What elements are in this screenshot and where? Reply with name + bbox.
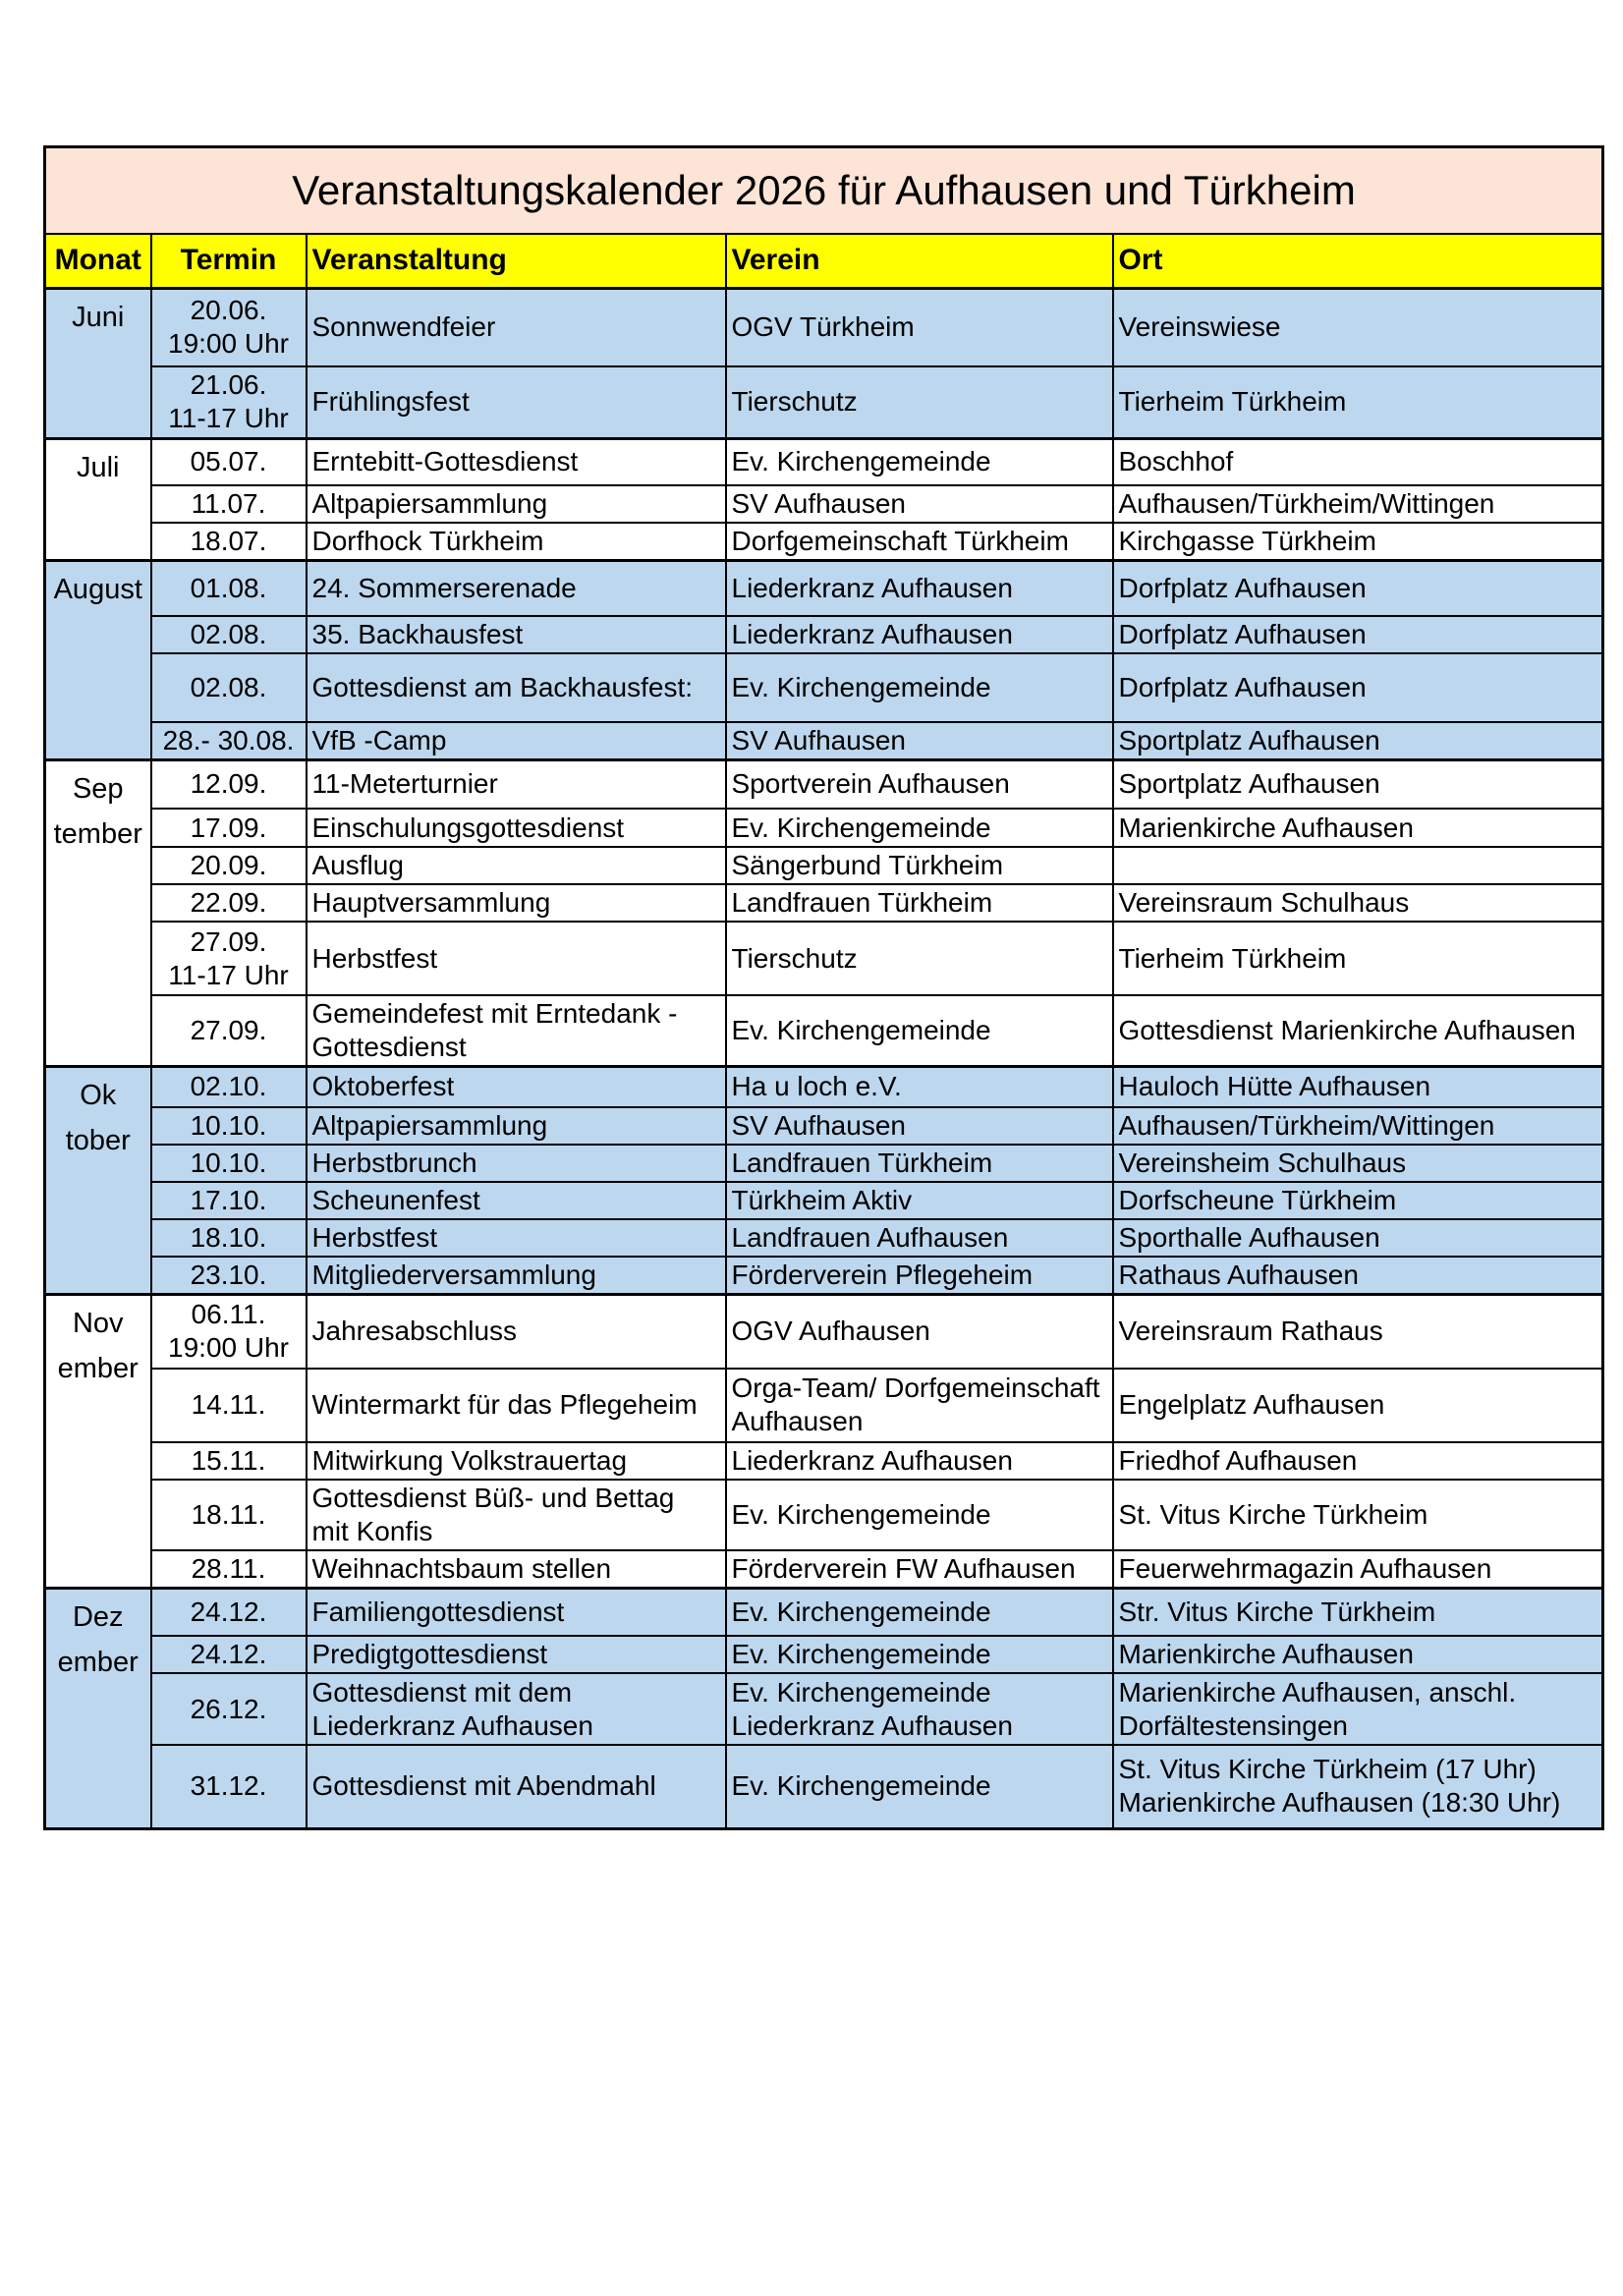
table-row	[45, 1369, 1603, 1442]
verein-cell: Dorfgemeinschaft Türkheim	[726, 523, 1113, 561]
termin-cell: 15.11.	[151, 1442, 307, 1480]
termin-cell: 02.10.	[151, 1067, 307, 1107]
table-row	[45, 1219, 1603, 1257]
verein-cell: OGV Türkheim	[726, 288, 1113, 366]
column-header-ort: Ort	[1113, 234, 1603, 288]
termin-cell: 11.07.	[151, 485, 307, 523]
month-cell: Nov ember	[45, 1295, 151, 1589]
event-cell: Hauptversammlung	[307, 884, 726, 922]
table-row	[45, 616, 1603, 653]
ort-cell: Sporthalle Aufhausen	[1113, 1219, 1603, 1257]
event-cell: VfB -Camp	[307, 722, 726, 760]
verein-cell: Förderverein Pflegeheim	[726, 1257, 1113, 1295]
verein-cell: Ev. Kirchengemeinde	[726, 1636, 1113, 1673]
ort-cell: Aufhausen/Türkheim/Wittingen	[1113, 1107, 1603, 1145]
ort-cell: Sportplatz Aufhausen	[1113, 722, 1603, 760]
termin-cell: 12.09.	[151, 759, 307, 809]
termin-cell: 17.09.	[151, 809, 307, 847]
ort-cell: Vereinsheim Schulhaus	[1113, 1145, 1603, 1182]
event-cell: Gottesdienst Büß- und Bettag mit Konfis	[307, 1480, 726, 1550]
verein-cell: Landfrauen Türkheim	[726, 1145, 1113, 1182]
table-row	[45, 809, 1603, 847]
month-cell: Juni	[45, 288, 151, 438]
table-row	[45, 1673, 1603, 1745]
event-cell: Altpapiersammlung	[307, 1107, 726, 1145]
event-cell: Herbstbrunch	[307, 1145, 726, 1182]
termin-cell: 18.10.	[151, 1219, 307, 1257]
ort-cell: Tierheim Türkheim	[1113, 922, 1603, 995]
column-header-row	[45, 234, 1603, 288]
month-cell: Ok tober	[45, 1067, 151, 1295]
event-cell: Mitgliederversammlung	[307, 1257, 726, 1295]
verein-cell: OGV Aufhausen	[726, 1295, 1113, 1369]
ort-cell: Sportplatz Aufhausen	[1113, 759, 1603, 809]
verein-cell: SV Aufhausen	[726, 485, 1113, 523]
termin-cell: 02.08.	[151, 653, 307, 722]
event-cell: Ausflug	[307, 847, 726, 884]
month-cell: August	[45, 561, 151, 760]
verein-cell: Liederkranz Aufhausen	[726, 561, 1113, 616]
event-cell: Gemeindefest mit Erntedank - Gottesdienst	[307, 995, 726, 1067]
event-cell: Erntebitt-Gottesdienst	[307, 438, 726, 485]
event-cell: Weihnachtsbaum stellen	[307, 1550, 726, 1589]
table-row	[45, 995, 1603, 1067]
event-cell: Sonnwendfeier	[307, 288, 726, 366]
table-row	[45, 1588, 1603, 1636]
termin-cell: 22.09.	[151, 884, 307, 922]
termin-cell: 02.08.	[151, 616, 307, 653]
ort-cell: Marienkirche Aufhausen, anschl. Dorfältestensingen	[1113, 1673, 1603, 1745]
verein-cell: Orga-Team/ Dorfgemeinschaft Aufhausen	[726, 1369, 1113, 1442]
table-row	[45, 653, 1603, 722]
termin-cell: 21.06. 11-17 Uhr	[151, 366, 307, 438]
table-row	[45, 1442, 1603, 1480]
termin-cell: 05.07.	[151, 438, 307, 485]
verein-cell: Liederkranz Aufhausen	[726, 1442, 1113, 1480]
ort-cell: Dorfplatz Aufhausen	[1113, 561, 1603, 616]
ort-cell: Feuerwehrmagazin Aufhausen	[1113, 1550, 1603, 1589]
ort-cell	[1113, 847, 1603, 884]
event-cell: Herbstfest	[307, 1219, 726, 1257]
ort-cell: Dorfplatz Aufhausen	[1113, 653, 1603, 722]
ort-cell: Marienkirche Aufhausen	[1113, 1636, 1603, 1673]
verein-cell: Ev. Kirchengemeinde	[726, 809, 1113, 847]
table-row	[45, 1745, 1603, 1828]
table-row	[45, 523, 1603, 561]
ort-cell: Dorfscheune Türkheim	[1113, 1182, 1603, 1219]
verein-cell: SV Aufhausen	[726, 1107, 1113, 1145]
termin-cell: 27.09.	[151, 995, 307, 1067]
verein-cell: Ev. Kirchengemeinde Liederkranz Aufhausen	[726, 1673, 1113, 1745]
termin-cell: 24.12.	[151, 1588, 307, 1636]
verein-cell: Tierschutz	[726, 366, 1113, 438]
verein-cell: Ev. Kirchengemeinde	[726, 438, 1113, 485]
termin-cell: 18.11.	[151, 1480, 307, 1550]
termin-cell: 17.10.	[151, 1182, 307, 1219]
termin-cell: 20.06. 19:00 Uhr	[151, 288, 307, 366]
table-row	[45, 922, 1603, 995]
verein-cell: Ev. Kirchengemeinde	[726, 1588, 1113, 1636]
event-cell: Gottesdienst mit dem Liederkranz Aufhausen	[307, 1673, 726, 1745]
termin-cell: 14.11.	[151, 1369, 307, 1442]
verein-cell: Ev. Kirchengemeinde	[726, 653, 1113, 722]
month-cell: Juli	[45, 438, 151, 561]
page-title: Veranstaltungskalender 2026 für Aufhausen und Türkheim	[45, 147, 1603, 235]
event-cell: Jahresabschluss	[307, 1295, 726, 1369]
termin-cell: 31.12.	[151, 1745, 307, 1828]
event-cell: Gottesdienst am Backhausfest:	[307, 653, 726, 722]
table-row	[45, 1145, 1603, 1182]
table-row	[45, 884, 1603, 922]
verein-cell: Landfrauen Türkheim	[726, 884, 1113, 922]
event-cell: Scheunenfest	[307, 1182, 726, 1219]
ort-cell: Vereinswiese	[1113, 288, 1603, 366]
event-cell: Wintermarkt für das Pflegeheim	[307, 1369, 726, 1442]
termin-cell: 28.11.	[151, 1550, 307, 1589]
table-row	[45, 288, 1603, 366]
verein-cell: Sängerbund Türkheim	[726, 847, 1113, 884]
table-row	[45, 485, 1603, 523]
termin-cell: 10.10.	[151, 1145, 307, 1182]
table-row	[45, 1257, 1603, 1295]
column-header-termin: Termin	[151, 234, 307, 288]
table-row	[45, 1295, 1603, 1369]
month-cell: Dez ember	[45, 1588, 151, 1828]
table-row	[45, 722, 1603, 760]
event-cell: Einschulungsgottesdienst	[307, 809, 726, 847]
table-row	[45, 847, 1603, 884]
column-header-monat: Monat	[45, 234, 151, 288]
event-calendar-table	[43, 145, 1604, 1830]
event-cell: 11-Meterturnier	[307, 759, 726, 809]
event-cell: Oktoberfest	[307, 1067, 726, 1107]
title-row	[45, 147, 1603, 235]
calendar-table-body	[45, 288, 1603, 1828]
termin-cell: 27.09. 11-17 Uhr	[151, 922, 307, 995]
ort-cell: Vereinsraum Rathaus	[1113, 1295, 1603, 1369]
ort-cell: Boschhof	[1113, 438, 1603, 485]
table-row	[45, 1480, 1603, 1550]
event-cell: 35. Backhausfest	[307, 616, 726, 653]
ort-cell: Gottesdienst Marienkirche Aufhausen	[1113, 995, 1603, 1067]
event-cell: Predigtgottesdienst	[307, 1636, 726, 1673]
ort-cell: Kirchgasse Türkheim	[1113, 523, 1603, 561]
verein-cell: Ev. Kirchengemeinde	[726, 1745, 1113, 1828]
column-header-veranstaltung: Veranstaltung	[307, 234, 726, 288]
event-cell: Altpapiersammlung	[307, 485, 726, 523]
table-row	[45, 438, 1603, 485]
termin-cell: 01.08.	[151, 561, 307, 616]
ort-cell: Str. Vitus Kirche Türkheim	[1113, 1588, 1603, 1636]
verein-cell: Ha u loch e.V.	[726, 1067, 1113, 1107]
ort-cell: St. Vitus Kirche Türkheim	[1113, 1480, 1603, 1550]
event-cell: Familiengottesdienst	[307, 1588, 726, 1636]
ort-cell: Vereinsraum Schulhaus	[1113, 884, 1603, 922]
table-row	[45, 1636, 1603, 1673]
event-cell: Herbstfest	[307, 922, 726, 995]
table-row	[45, 1107, 1603, 1145]
verein-cell: Sportverein Aufhausen	[726, 759, 1113, 809]
column-header-verein: Verein	[726, 234, 1113, 288]
table-row	[45, 561, 1603, 616]
termin-cell: 23.10.	[151, 1257, 307, 1295]
termin-cell: 20.09.	[151, 847, 307, 884]
ort-cell: Rathaus Aufhausen	[1113, 1257, 1603, 1295]
verein-cell: Türkheim Aktiv	[726, 1182, 1113, 1219]
termin-cell: 28.- 30.08.	[151, 722, 307, 760]
verein-cell: SV Aufhausen	[726, 722, 1113, 760]
verein-cell: Ev. Kirchengemeinde	[726, 995, 1113, 1067]
termin-cell: 24.12.	[151, 1636, 307, 1673]
ort-cell: Marienkirche Aufhausen	[1113, 809, 1603, 847]
ort-cell: Engelplatz Aufhausen	[1113, 1369, 1603, 1442]
verein-cell: Förderverein FW Aufhausen	[726, 1550, 1113, 1589]
verein-cell: Landfrauen Aufhausen	[726, 1219, 1113, 1257]
event-cell: Mitwirkung Volkstrauertag	[307, 1442, 726, 1480]
event-cell: Gottesdienst mit Abendmahl	[307, 1745, 726, 1828]
ort-cell: Hauloch Hütte Aufhausen	[1113, 1067, 1603, 1107]
table-row	[45, 759, 1603, 809]
termin-cell: 10.10.	[151, 1107, 307, 1145]
verein-cell: Tierschutz	[726, 922, 1113, 995]
table-row	[45, 1067, 1603, 1107]
verein-cell: Liederkranz Aufhausen	[726, 616, 1113, 653]
event-cell: Dorfhock Türkheim	[307, 523, 726, 561]
ort-cell: Dorfplatz Aufhausen	[1113, 616, 1603, 653]
ort-cell: Friedhof Aufhausen	[1113, 1442, 1603, 1480]
ort-cell: St. Vitus Kirche Türkheim (17 Uhr) Marienkirche Aufhausen (18:30 Uhr)	[1113, 1745, 1603, 1828]
termin-cell: 06.11. 19:00 Uhr	[151, 1295, 307, 1369]
termin-cell: 26.12.	[151, 1673, 307, 1745]
ort-cell: Tierheim Türkheim	[1113, 366, 1603, 438]
table-row	[45, 1182, 1603, 1219]
ort-cell: Aufhausen/Türkheim/Wittingen	[1113, 485, 1603, 523]
event-cell: Frühlingsfest	[307, 366, 726, 438]
termin-cell: 18.07.	[151, 523, 307, 561]
table-row	[45, 366, 1603, 438]
verein-cell: Ev. Kirchengemeinde	[726, 1480, 1113, 1550]
event-cell: 24. Sommerserenade	[307, 561, 726, 616]
table-row	[45, 1550, 1603, 1589]
month-cell: Sep tember	[45, 759, 151, 1067]
